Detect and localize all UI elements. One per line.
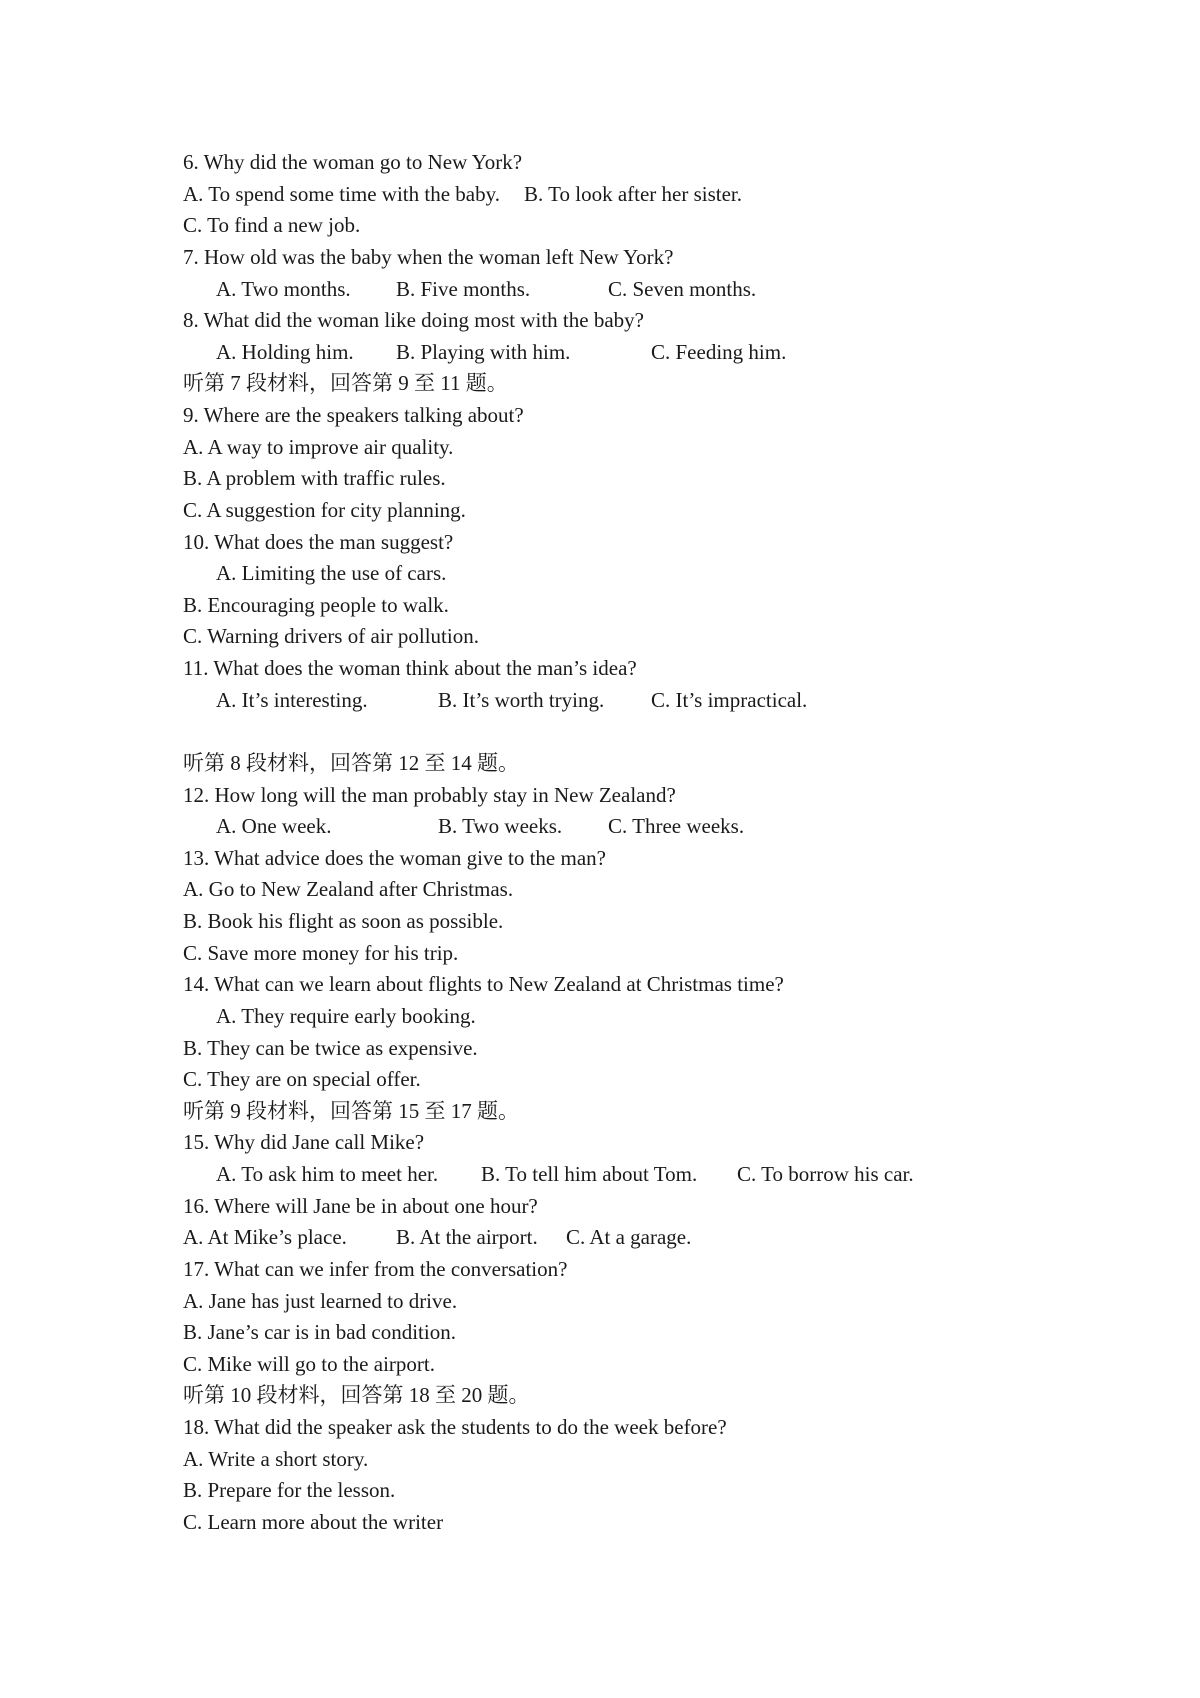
question-6-option-b: B. To look after her sister. [524,181,743,206]
question-12-option-c: C. Three weeks. [608,814,745,839]
question-12-stem: 12. How long will the man probably stay in New Zealand? [183,782,676,807]
question-7-option-c: C. Seven months. [608,276,757,301]
question-8-options-row [0,337,1200,369]
question-18-option-a: A. Write a short story. [183,1446,369,1471]
question-16-option-c: C. At a garage. [566,1225,692,1250]
question-8-option-a: A. Holding him. [216,339,354,364]
question-15-option-c: C. To borrow his car. [737,1162,914,1186]
question-10-option-a: A. Limiting the use of cars. [216,561,447,586]
question-11-option-b: B. It’s worth trying. [438,687,605,712]
question-15-option-a: A. To ask him to meet her. [216,1162,439,1186]
question-16-option-a: A. At Mike’s place. [183,1225,347,1250]
question-13-option-c: C. Save more money for his trip. [183,940,459,965]
question-9-option-c: C. A suggestion for city planning. [183,497,466,522]
question-15-option-b: B. To tell him about Tom. [481,1162,698,1186]
question-6-stem: 6. Why did the woman go to New York? [183,150,523,174]
question-14-option-b: B. They can be twice as expensive. [183,1035,478,1060]
question-16-stem: 16. Where will Jane be in about one hour? [183,1193,538,1218]
question-11-stem: 11. What does the woman think about the man’s idea? [183,656,637,680]
question-7-option-b: B. Five months. [396,276,531,301]
question-17-stem: 17. What can we infer from the conversation? [183,1256,568,1281]
question-8-stem: 8. What did the woman like doing most with the baby? [183,308,644,333]
question-7-option-a: A. Two months. [216,276,351,301]
question-7-stem: 7. How old was the baby when the woman left New York? [183,244,674,269]
question-12-options-row [0,811,1200,843]
blank-line [0,716,1200,748]
question-14-stem: 14. What can we learn about flights to New Zealand at Christmas time? [183,972,784,997]
section-9-heading: 听第 9 段材料，回答第 15 至 17 题。 [183,1098,519,1123]
question-17-option-b: B. Jane’s car is in bad condition. [183,1320,456,1345]
question-10-option-b: B. Encouraging people to walk. [183,592,449,617]
question-8-option-b: B. Playing with him. [396,339,571,364]
question-18-stem: 18. What did the speaker ask the students to do the week before? [183,1415,727,1439]
question-13-option-a: A. Go to New Zealand after Christmas. [183,877,514,902]
question-10-stem: 10. What does the man suggest? [183,529,454,554]
question-15-options-row [0,1159,1200,1191]
listening-questions [0,147,1200,1539]
question-14-option-c: C. They are on special offer. [183,1067,421,1092]
question-11-options-row [0,685,1200,717]
question-6-option-c: C. To find a new job. [183,213,361,238]
question-11-option-a: A. It’s interesting. [216,687,368,712]
question-9-option-a: A. A way to improve air quality. [183,434,454,459]
question-15-stem: 15. Why did Jane call Mike? [183,1130,425,1155]
question-10-option-c: C. Warning drivers of air pollution. [183,624,479,649]
question-18-option-b: B. Prepare for the lesson. [183,1478,396,1503]
question-6-options-row [0,179,1200,211]
question-12-option-b: B. Two weeks. [438,814,563,839]
question-17-option-c: C. Mike will go to the airport. [183,1351,435,1376]
question-9-stem: 9. Where are the speakers talking about? [183,403,524,427]
section-7-heading: 听第 7 段材料，回答第 9 至 11 题。 [183,371,508,396]
question-9-option-b: B. A problem with traffic rules. [183,466,446,491]
question-16-option-b: B. At the airport. [396,1225,538,1250]
question-11-option-c: C. It’s impractical. [651,687,808,712]
question-8-option-c: C. Feeding him. [651,339,787,364]
question-6-option-a: A. To spend some time with the baby. [183,181,500,206]
question-14-option-a: A. They require early booking. [216,1003,476,1028]
question-17-option-a: A. Jane has just learned to drive. [183,1288,458,1313]
question-13-stem: 13. What advice does the woman give to the man? [183,845,606,870]
section-8-heading: 听第 8 段材料，回答第 12 至 14 题。 [183,750,519,775]
question-16-options-row [0,1222,1200,1254]
question-18-option-c: C. Learn more about the writer [183,1509,444,1534]
section-10-heading: 听第 10 段材料，回答第 18 至 20 题。 [183,1383,530,1408]
question-12-option-a: A. One week. [216,814,332,839]
question-7-options-row [0,274,1200,306]
question-13-option-b: B. Book his flight as soon as possible. [183,909,504,933]
